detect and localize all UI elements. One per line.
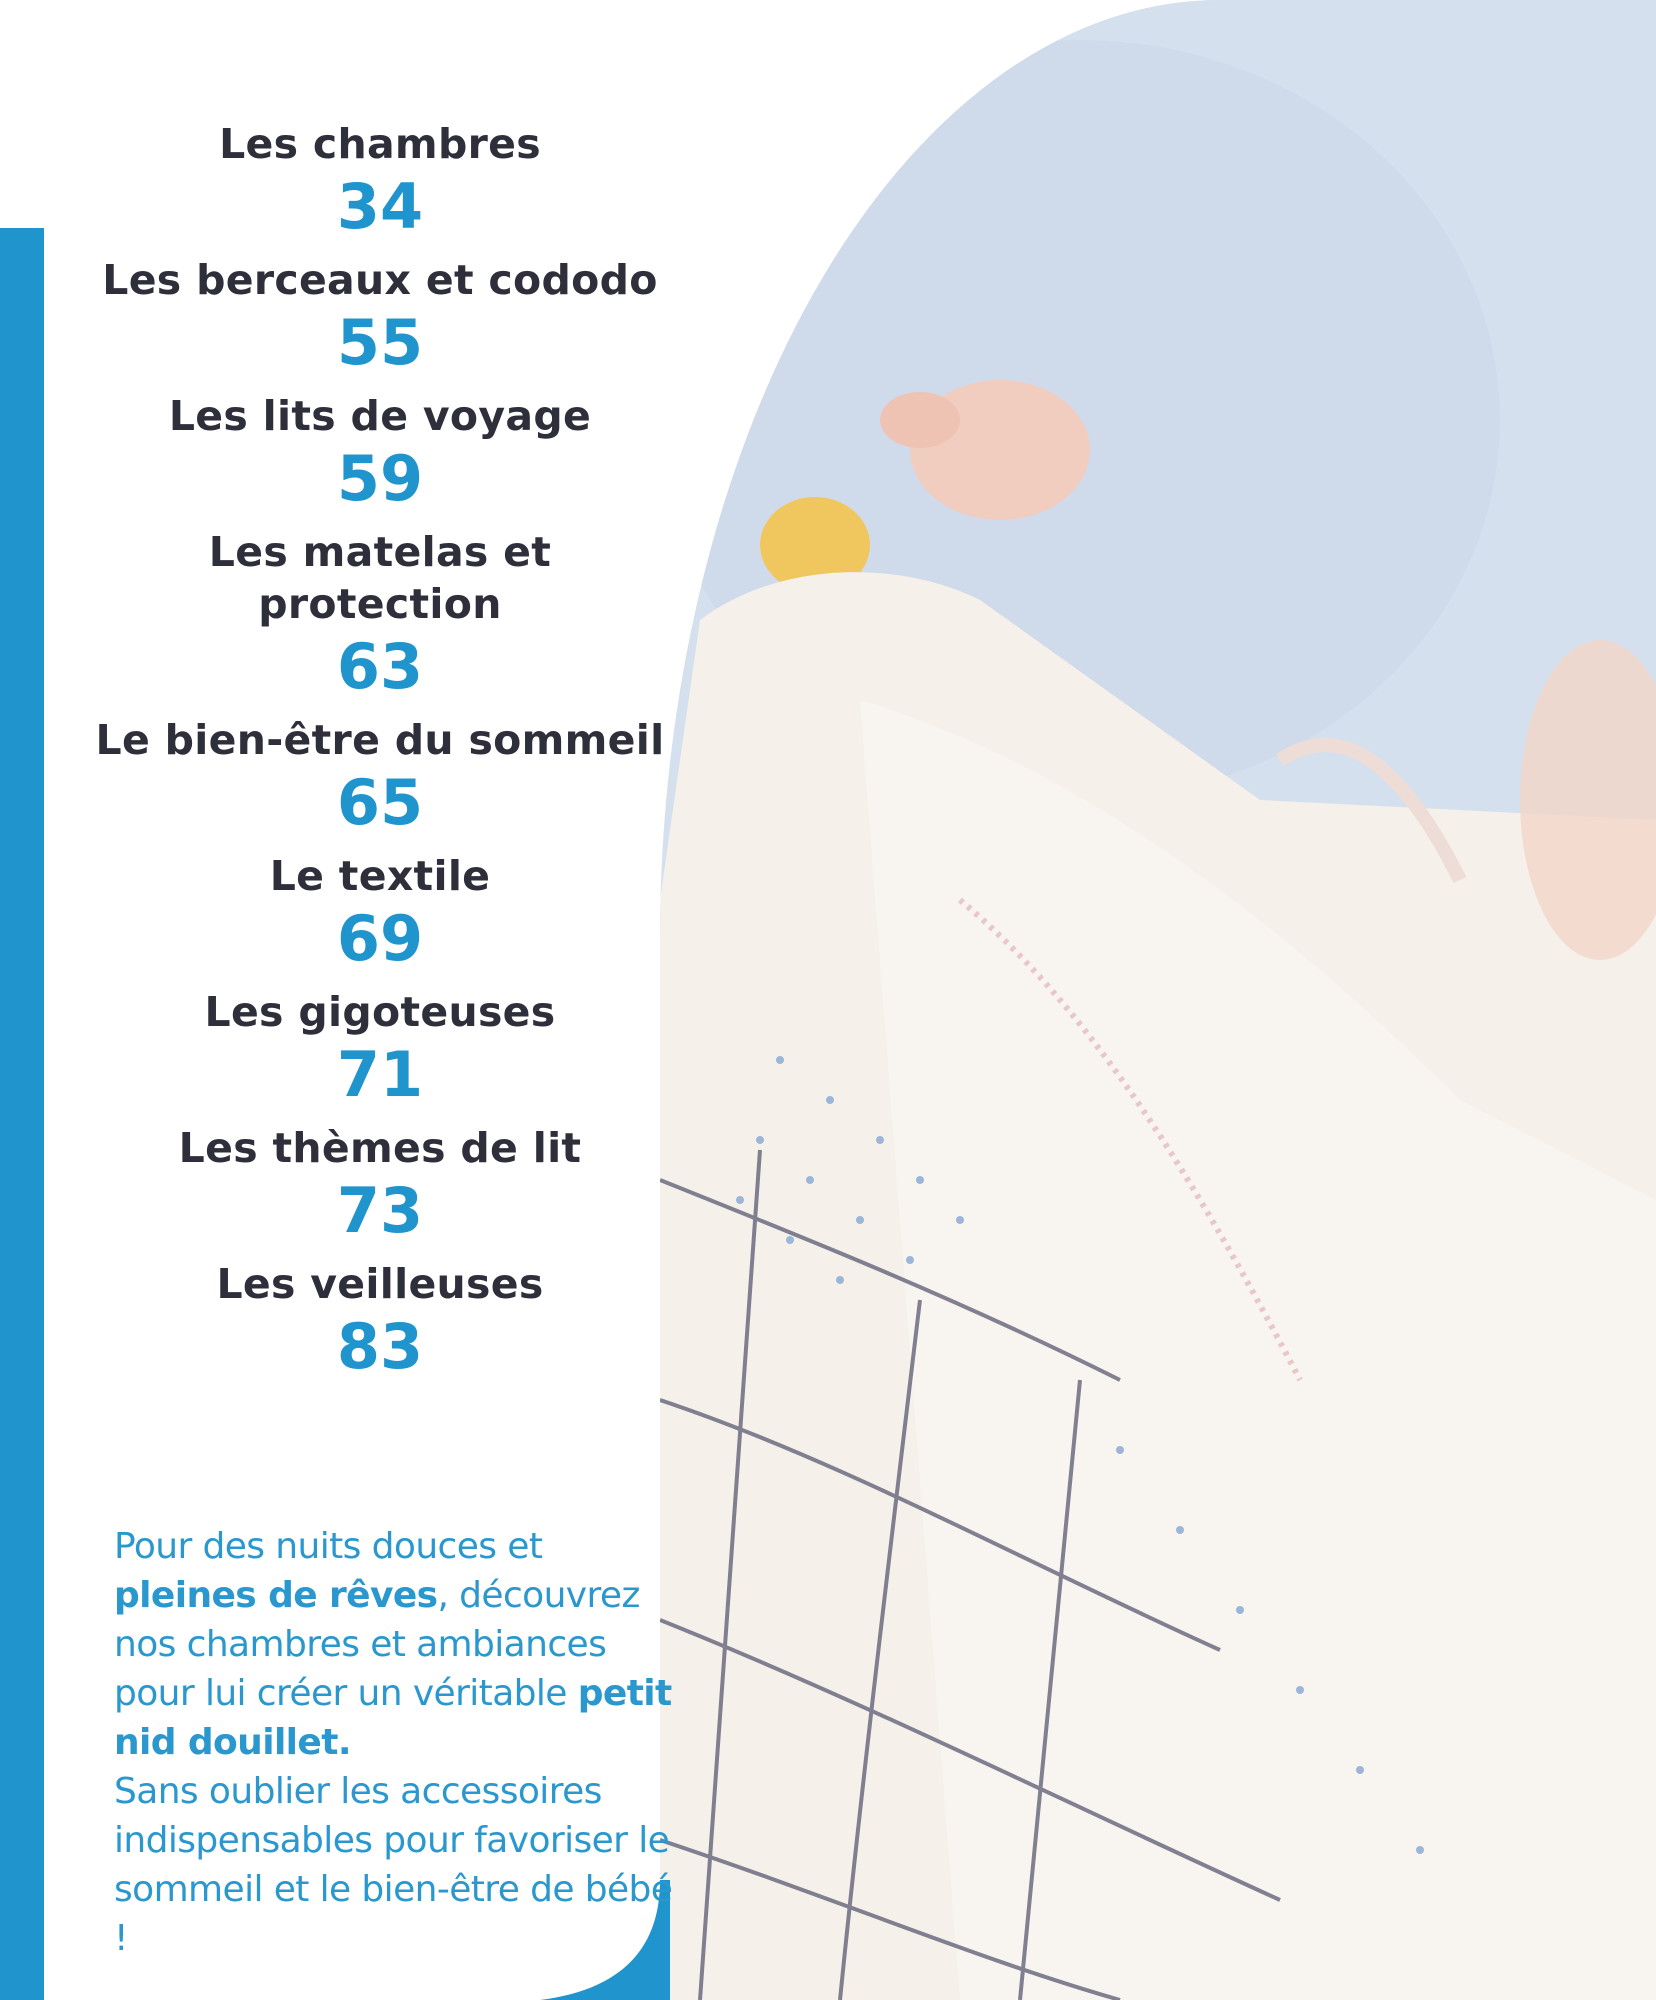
blurb-text: , découvrez nos chambres et ambiances pour lui créer un véritable (114, 1575, 640, 1714)
blurb-text: Pour des nuits douces et (114, 1526, 543, 1567)
blurb-bold-text: pleines de rêves (114, 1575, 438, 1616)
toc-entry-page: 34 (336, 170, 424, 243)
toc-entry-title: Les chambres (219, 120, 541, 168)
blurb-text: Sans oublier les accessoires indispensables pour favoriser le sommeil et le bien-être de bébé ! (114, 1771, 673, 1959)
toc-entry-title: Les gigoteuses (204, 988, 556, 1036)
toc-entry[interactable] (80, 254, 680, 389)
toc-entry[interactable] (80, 118, 680, 253)
toc-entry[interactable] (80, 526, 680, 713)
toc-entry-page: 69 (336, 902, 424, 975)
intro-paragraph (114, 1522, 674, 1963)
toc-entry[interactable] (80, 986, 680, 1121)
toc-entry-title: Les matelas et protection (208, 528, 552, 628)
toc-entry-page: 83 (336, 1310, 424, 1383)
toc-entry[interactable] (80, 1122, 680, 1257)
toc-entry-page: 63 (336, 630, 424, 703)
toc-entry-title: Les veilleuses (216, 1260, 544, 1308)
left-accent-bar (0, 228, 44, 2000)
toc-entry-title: Le textile (269, 852, 491, 900)
baby-sleeping-photo (660, 0, 1656, 2000)
toc-entry-title: Les thèmes de lit (178, 1124, 582, 1172)
toc-entry-title: Le bien-être du sommeil (95, 716, 665, 764)
toc-entry-title: Les berceaux et cododo (102, 256, 658, 304)
toc-entry-page: 73 (336, 1174, 424, 1247)
toc-entry[interactable] (80, 850, 680, 985)
table-of-contents (80, 118, 680, 1394)
blurb-bold-text: petit nid douillet. (114, 1673, 672, 1763)
toc-entry-page: 55 (336, 306, 424, 379)
toc-entry-title: Les lits de voyage (168, 392, 592, 440)
toc-entry[interactable] (80, 1258, 680, 1393)
toc-entry[interactable] (80, 714, 680, 849)
baby-photo-illustration (660, 0, 1656, 2000)
toc-entry-page: 65 (336, 766, 424, 839)
toc-entry[interactable] (80, 390, 680, 525)
toc-entry-page: 59 (336, 442, 424, 515)
toc-entry-page: 71 (336, 1038, 424, 1111)
